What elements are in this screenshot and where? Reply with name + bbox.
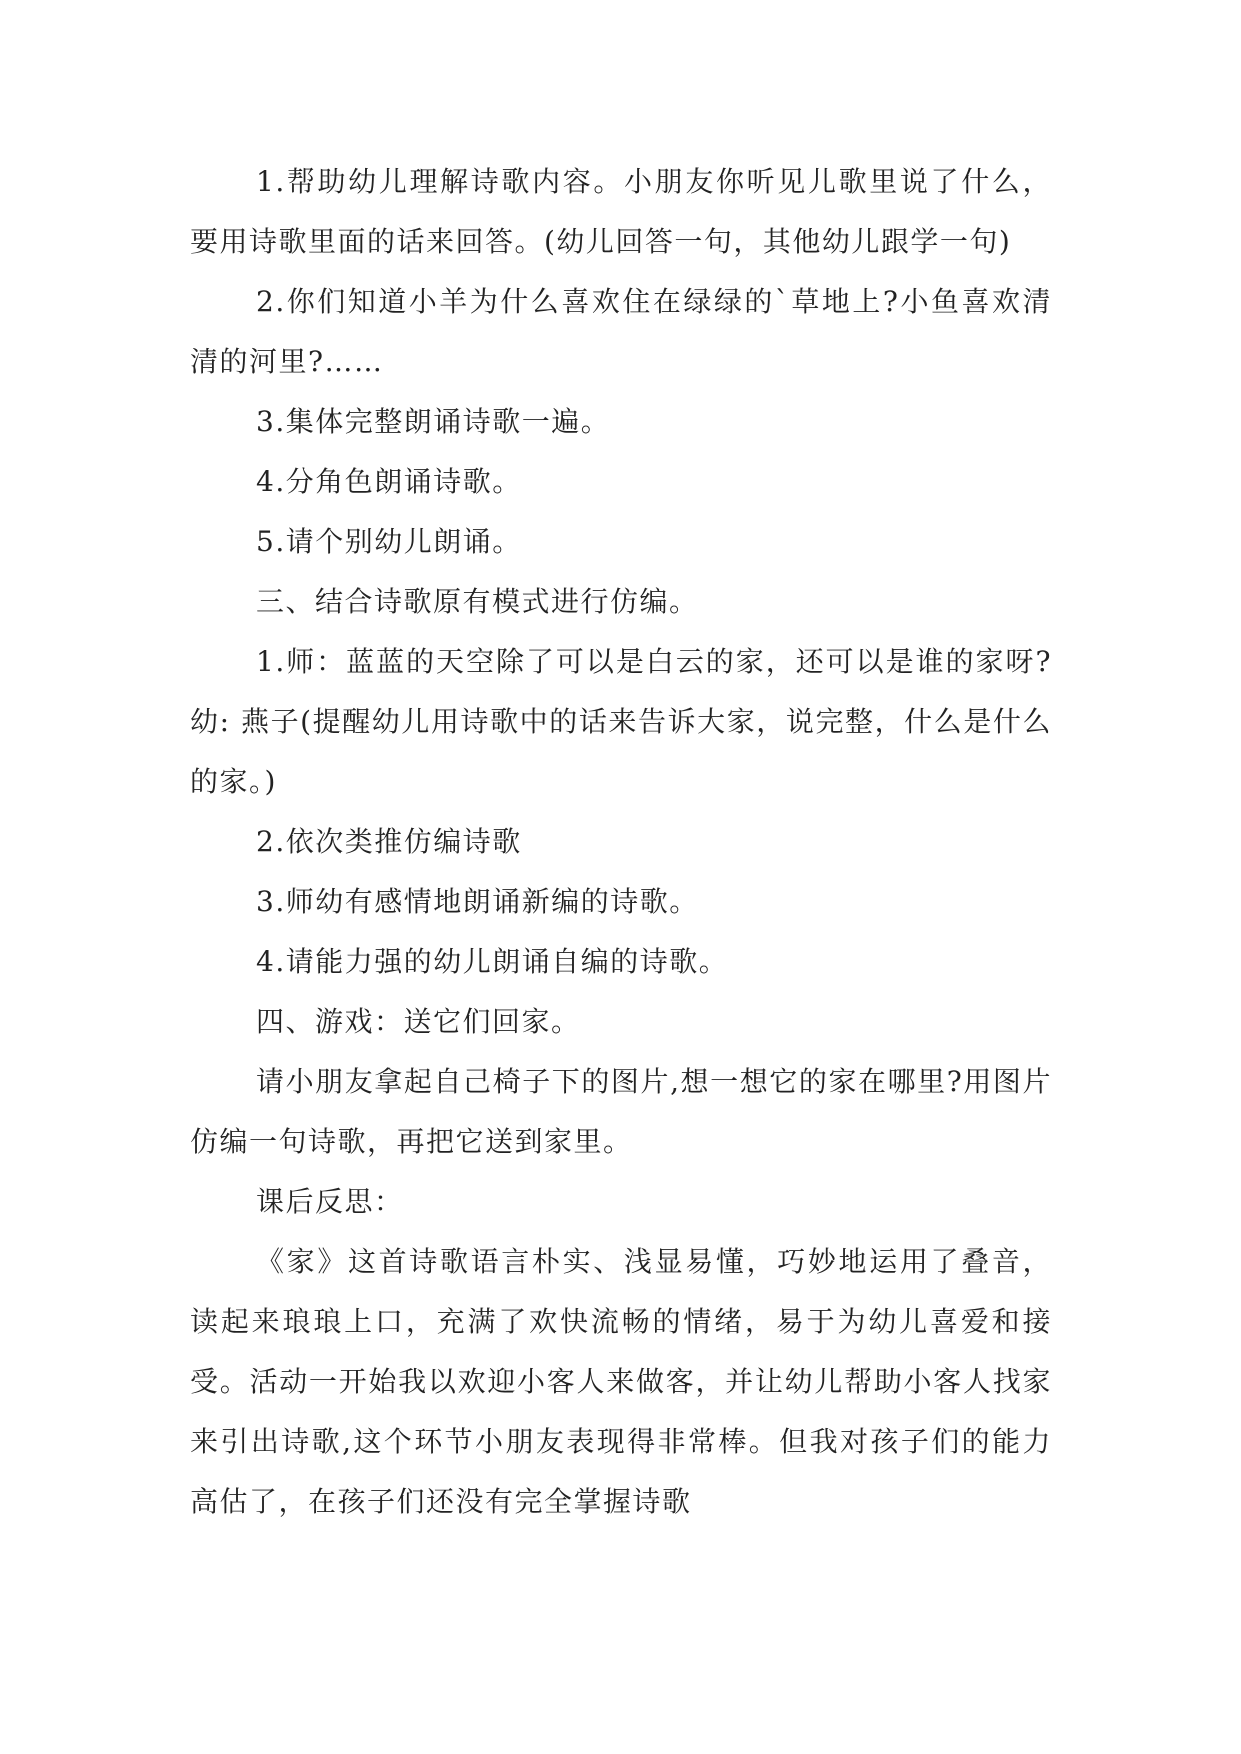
section-heading-3: 三、结合诗歌原有模式进行仿编。 [256, 585, 699, 618]
paragraph-imitation-1: 1.师：蓝蓝的天空除了可以是白云的家，还可以是谁的家呀?幼: 燕子(提醒幼儿用诗歌中的话来告诉大家，说完整，什么是什么的家。) [190, 645, 1052, 798]
paragraph-step-5: 5.请个别幼儿朗诵。 [256, 525, 522, 558]
paragraph-imitation-2: 2.依次类推仿编诗歌 [256, 825, 522, 858]
paragraph-step-4: 4.分角色朗诵诗歌。 [256, 465, 522, 498]
paragraph-imitation-4: 4.请能力强的幼儿朗诵自编的诗歌。 [256, 945, 729, 978]
reflection-heading: 课后反思： [256, 1185, 404, 1218]
paragraph-reflection: 《家》这首诗歌语言朴实、浅显易懂，巧妙地运用了叠音，读起来琅琅上口，充满了欢快流畅的情绪，易于为幼儿喜爱和接受。活动一开始我以欢迎小客人来做客，并让幼儿帮助小客人找家来引出诗歌,这个环节小朋友表现得非常棒。但我对孩子们的能力高估了，在孩子们还没有完全掌握诗歌 [190, 1245, 1052, 1518]
paragraph-step-1: 1.帮助幼儿理解诗歌内容。小朋友你听见儿歌里说了什么，要用诗歌里面的话来回答。(幼儿回答一句，其他幼儿跟学一句) [190, 165, 1052, 258]
paragraph-game: 请小朋友拿起自己椅子下的图片,想一想它的家在哪里?用图片仿编一句诗歌，再把它送到家里。 [190, 1065, 1052, 1158]
paragraph-step-3: 3.集体完整朗诵诗歌一遍。 [256, 405, 611, 438]
document-body [190, 152, 1052, 1532]
paragraph-step-2: 2.你们知道小羊为什么喜欢住在绿绿的`草地上?小鱼喜欢清清的河里?…… [190, 285, 1052, 378]
section-heading-4: 四、游戏：送它们回家。 [256, 1005, 581, 1038]
paragraph-imitation-3: 3.师幼有感情地朗诵新编的诗歌。 [256, 885, 699, 918]
